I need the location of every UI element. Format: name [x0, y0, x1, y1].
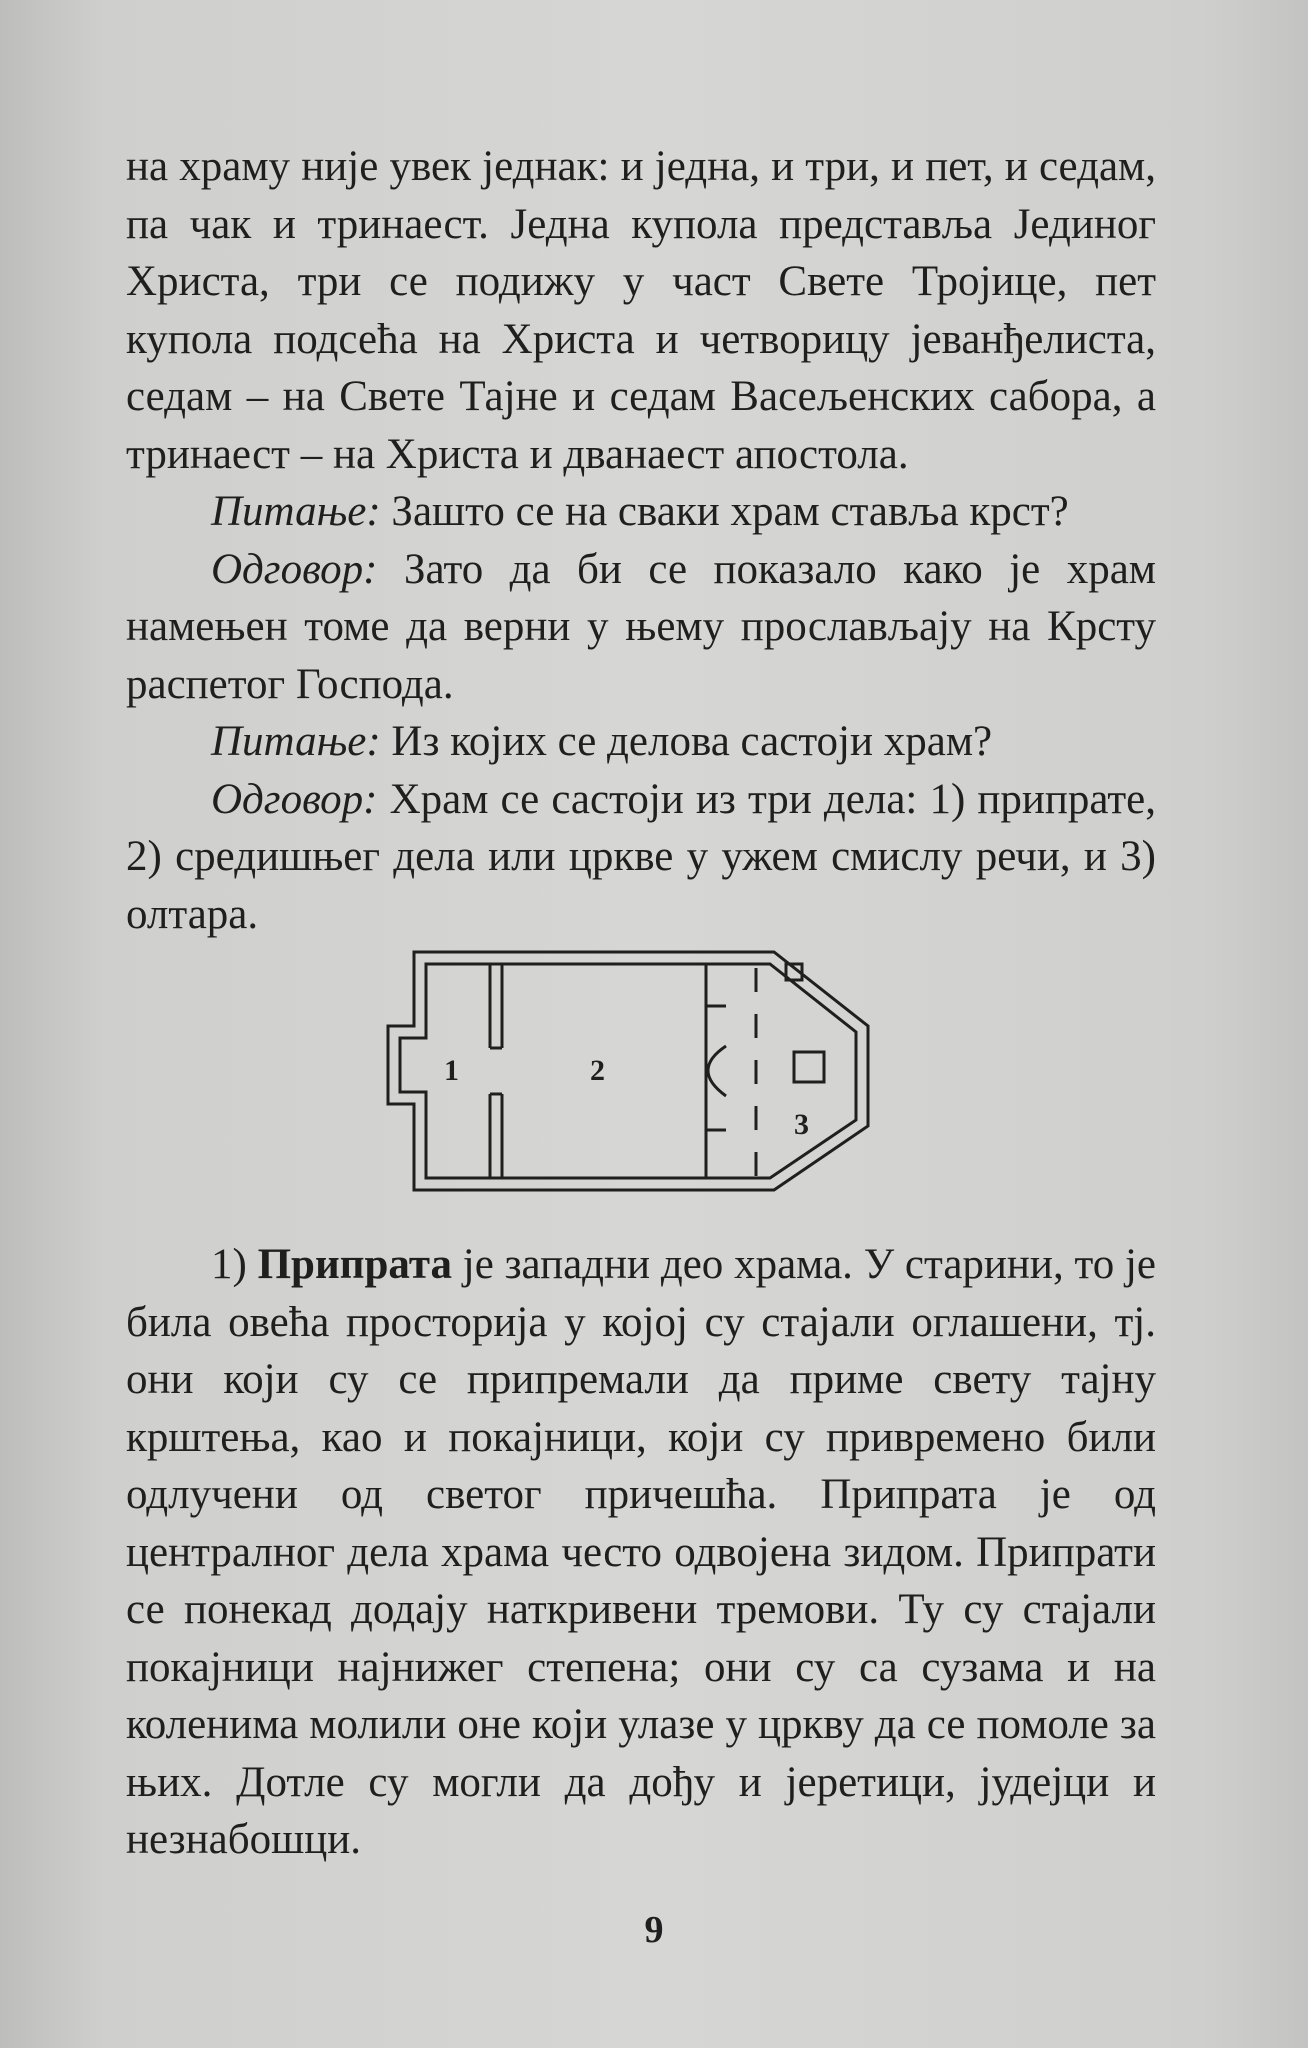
outer-wall	[388, 952, 868, 1190]
church-floor-plan-diagram	[384, 948, 874, 1194]
term-narthex: Припрата	[257, 1241, 452, 1288]
inner-wall	[400, 964, 856, 1178]
answer-parts	[126, 771, 1156, 944]
question-label: Питање:	[211, 488, 381, 535]
question-text: Из којих се делова састоји храм?	[380, 718, 993, 765]
answer-label: Одговор:	[211, 545, 378, 593]
question-text: Зашто се на сваки храм ставља крст?	[380, 488, 1069, 535]
answer-text: Зато да би се показало како је храм намењен томе да верни у њему прослављају на Крсту распетог Господа.	[126, 545, 1156, 708]
paragraph-text: на храму није увек једнак: и једна, и три, и пет, и седам, па чак и тринаест. Једна купола представља Јединог Христа, три се подижу у част Свете Тројице, пет купола подсећа на Христа и четворицу јеванђелиста, седам – на Свете Тајне и седам Васељенских сабора, а тринаест – на Христа и дванаест апостола.	[126, 143, 1156, 478]
question-parts	[126, 713, 1156, 771]
ambo-arc	[708, 1046, 726, 1096]
page-number: 9	[644, 1909, 664, 1951]
diagram-label-narthex: 1	[444, 1054, 459, 1087]
question-label: Питање:	[211, 718, 381, 765]
answer-label: Одговор:	[211, 775, 378, 823]
paragraph-text: је западни део храма. У старини, то је била овећа просторија у којој су стајали оглашени, тј. они који су се припремали да приме свету тајну крштења, као и покајници, који су привремено били одлучени од светог причешћа. Припрата је од централног дела храма често одвојена зидом. Припрати се понекад додају наткривени тремови. Ту су стајали покајници најнижег степена; они су са сузама и на коленима молили оне који улазе у цркву да се помоле за њих. Дотле су могли да дођу и јеретици, јудејци и незнабошци.	[126, 1241, 1157, 1863]
lower-text-block	[126, 1236, 1156, 1869]
list-number: 1)	[211, 1241, 258, 1288]
question-cross	[126, 483, 1156, 541]
altar-table	[794, 1052, 824, 1082]
diagram-label-nave: 2	[590, 1054, 605, 1087]
upper-text-block	[126, 138, 1156, 943]
diagram-label-altar: 3	[794, 1108, 809, 1141]
paragraph-domes	[126, 138, 1156, 483]
paragraph-narthex	[126, 1236, 1156, 1869]
answer-text: Храм се састоји из три дела: 1) припрате, 2) средишњег дела или цркве у ужем смислу речи, и 3) олтара.	[126, 775, 1156, 938]
answer-cross	[126, 541, 1156, 714]
